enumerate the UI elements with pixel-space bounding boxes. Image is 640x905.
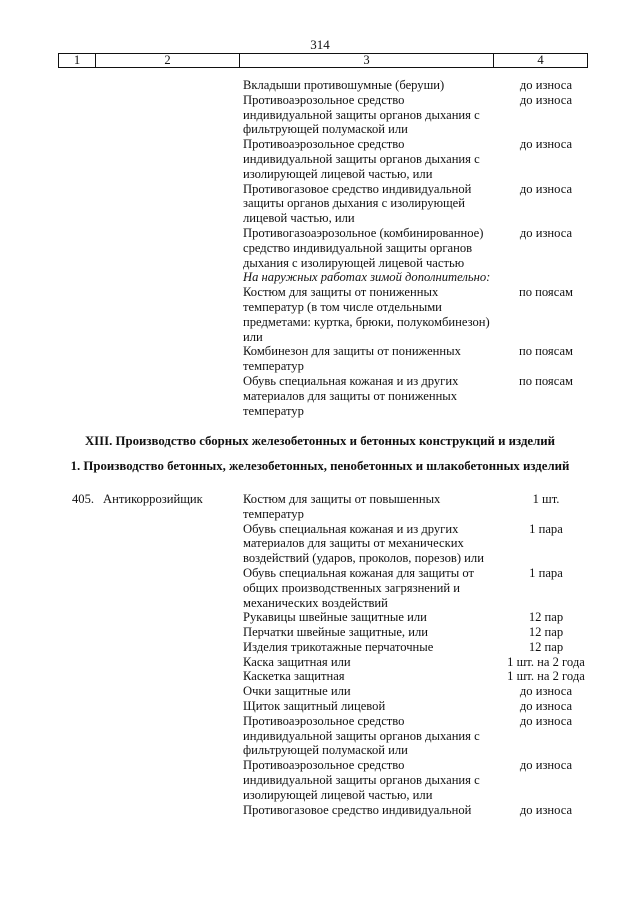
table-row [0,492,640,522]
item-name: Каска защитная или [243,654,351,669]
entry-profession: Антикоррозийщик [103,491,203,506]
table-row [0,78,640,93]
item-norm: 1 шт. на 2 года [507,654,585,669]
table-row [0,803,640,818]
column-header-table [58,53,588,68]
item-norm: до износа [519,78,573,92]
item-norm: 12 пар [528,625,564,640]
table-row [0,226,640,270]
item-norm: 1 пара [529,521,563,536]
column-header-1: 1 [59,54,96,68]
item-name: Обувь специальная кожаная и из других материалов для защиты от пониженных температур [243,373,459,418]
spacer [0,474,640,492]
item-norm: до износа [519,225,573,240]
item-name: Противогазоаэрозольное (комбинированное) средство индивидуальной защиты органов дыхания с изолирующей лицевой частью [243,225,484,270]
table-row [0,182,640,226]
table-row [0,522,640,566]
item-name: Противогазовое средство индивидуальной [243,802,472,817]
item-name: Изделия трикотажные перчаточные [243,639,434,654]
entry-number: 405. [72,491,95,506]
item-name: Противоаэрозольное средство индивидуальной защиты органов дыхания с изолирующей лицевой частью, или [243,137,480,181]
item-norm: по поясам [518,344,574,359]
item-norm: 12 пар [528,639,564,654]
item-norm: 1 пара [529,565,563,580]
item-name: Противогазовое средство индивидуальной защиты органов дыхания с изолирующей лицевой частью, или [243,181,472,226]
item-norm: до износа [519,758,573,773]
table-row [0,655,640,670]
item-name: Костюм для защиты от пониженных температур (в том числе отдельными предметами: куртка, брюки, полукомбинезон) или [243,285,490,344]
item-name: Очки защитные или [243,684,351,699]
item-norm: 1 шт. на 2 года [507,669,585,684]
document-body [0,78,640,817]
item-name: Противоаэрозольное средство индивидуальной защиты органов дыхания с изолирующей лицевой частью, или [243,758,480,802]
item-name: Обувь специальная кожаная и из других материалов для защиты от механических воздействий (ударов, проколов, порезов) или [243,521,484,566]
section-title: XIII. Производство сборных железобетонных и бетонных конструкций и изделий [84,434,556,449]
table-row [0,137,640,181]
column-header-4: 4 [494,54,588,68]
page-number: 314 [310,37,330,52]
item-name: Костюм для защиты от повышенных температур [243,491,441,521]
table-row [0,374,640,418]
table-row [0,684,640,699]
item-norm: до износа [519,684,573,699]
item-norm: до износа [519,137,573,152]
table-row [0,758,640,802]
table-row [0,93,640,137]
table-row [0,640,640,655]
table-row [0,344,640,374]
winter-note: На наружных работах зимой дополнительно: [243,270,491,285]
item-norm: по поясам [518,373,574,388]
item-norm: 12 пар [528,610,564,625]
column-header-3: 3 [240,54,494,68]
item-name: Щиток защитный лицевой [243,699,386,714]
item-norm: по поясам [518,285,574,300]
item-norm: до износа [519,92,573,107]
item-norm: до износа [519,181,573,196]
item-norm: до износа [519,713,573,728]
item-name: Комбинезон для защиты от пониженных температур [243,344,461,374]
item-name: Каскетка защитная [243,669,345,684]
subsection-title: 1. Производство бетонных, железобетонных, пенобетонных и шлакобетонных изделий [70,459,570,474]
table-row [0,610,640,625]
table-row [0,566,640,610]
item-name: Перчатки швейные защитные, или [243,625,428,640]
table-row [0,625,640,640]
item-norm: до износа [519,699,573,714]
table-row [0,669,640,684]
item-name: Противоаэрозольное средство индивидуальной защиты органов дыхания с фильтрующей полумаской или [243,713,480,758]
item-name: Вкладыши противошумные (беруши) [243,78,445,92]
item-norm: 1 шт. [532,491,560,506]
item-name: Рукавицы швейные защитные или [243,610,427,625]
item-name: Противоаэрозольное средство индивидуальной защиты органов дыхания с фильтрующей полумаской или [243,92,480,137]
table-row [0,270,640,285]
table-row [0,285,640,344]
table-row [0,714,640,758]
item-name: Обувь специальная кожаная для защиты от общих производственных загрязнений и механических воздействий [243,565,474,610]
column-header-2: 2 [96,54,240,68]
table-row [0,699,640,714]
item-norm: до износа [519,802,573,817]
